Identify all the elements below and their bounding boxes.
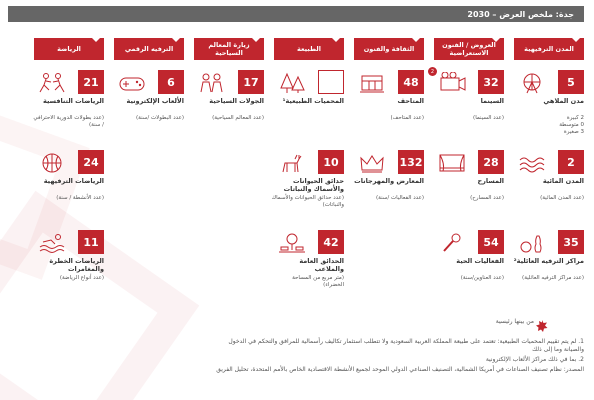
basketball-icon bbox=[37, 152, 67, 174]
item-label: مراكز الترفيه العائلية² bbox=[513, 257, 584, 265]
header-tourism bbox=[194, 38, 264, 60]
item-note: (عدد الأنشطة / سنة) bbox=[56, 195, 104, 201]
item-label: الرياضات الخطرة والمغامرات bbox=[49, 257, 104, 273]
item-note: (عدد أنواع الرياضة) bbox=[59, 275, 104, 281]
value-box: 10 bbox=[318, 150, 344, 174]
trees-icon bbox=[277, 72, 307, 94]
item-zoos-aquariums bbox=[271, 150, 344, 215]
item-label: حدائق الحيوانات والأسماك والنباتات bbox=[283, 177, 344, 193]
item-label: المسارح bbox=[477, 177, 504, 185]
item-note: (عدد مراكز الترفيه العائلية) bbox=[522, 275, 584, 281]
item-note: (عدد البطولات /سنة) bbox=[135, 115, 184, 121]
footnote: 2. بما في ذلك مراكز الألعاب الإلكترونية bbox=[485, 356, 584, 363]
item-theaters bbox=[431, 150, 504, 215]
header-culture bbox=[354, 38, 424, 60]
header-entertainment-cities bbox=[514, 38, 584, 60]
item-note: (عدد حدائق الحيوانات والأسماك والنباتات) bbox=[271, 195, 344, 208]
header-nature bbox=[274, 38, 344, 60]
athletes-icon bbox=[37, 72, 67, 94]
item-public-parks bbox=[271, 230, 344, 295]
item-nature-reserves bbox=[271, 70, 344, 135]
gamepad-icon bbox=[117, 72, 147, 94]
item-label: مدن الملاهي bbox=[543, 97, 584, 105]
item-label: المدن المائية bbox=[542, 177, 584, 185]
item-cinema bbox=[431, 70, 504, 135]
item-museums bbox=[351, 70, 424, 135]
item-label: المحميات الطبيعية¹ bbox=[282, 97, 344, 105]
item-label: المتاحف bbox=[397, 97, 424, 105]
item-label: السينما bbox=[480, 97, 504, 105]
page-title: جدة: ملخص العرض – 2030 bbox=[8, 6, 584, 22]
value-box: 6 bbox=[158, 70, 184, 94]
item-esports bbox=[111, 70, 184, 135]
crown-icon bbox=[357, 152, 387, 174]
item-note: (متر مربع من المساحة الخضراء) bbox=[292, 275, 344, 288]
value-box: 11 bbox=[78, 230, 104, 254]
item-tourist-tours bbox=[191, 70, 264, 135]
item-note: (عدد المعالم السياحية) bbox=[212, 115, 264, 121]
value-box: 132 bbox=[398, 150, 424, 174]
deer-icon bbox=[277, 152, 307, 174]
header-label: الطبيعة bbox=[297, 45, 321, 53]
item-exhibitions-festivals bbox=[351, 150, 424, 215]
value-box: 35 bbox=[558, 230, 584, 254]
header-shows bbox=[434, 38, 504, 60]
ferris-wheel-icon bbox=[517, 72, 547, 94]
item-recreational-sports bbox=[31, 150, 104, 215]
item-note: (عدد بطولات الدورية الاحترافي / سنة) bbox=[33, 115, 104, 128]
item-note: (عدد الفعاليات /سنة) bbox=[376, 195, 424, 201]
header-label: العروض / الفنون الاستعراضية bbox=[442, 41, 496, 57]
item-label: المعارض والمهرجانات bbox=[354, 177, 424, 185]
item-label: الجولات السياحية bbox=[209, 97, 264, 105]
item-note: (عدد المتاحف) bbox=[390, 115, 424, 121]
waves-icon bbox=[517, 152, 547, 174]
tourist-group-icon bbox=[197, 72, 227, 94]
header-label: الرياضة bbox=[57, 45, 81, 53]
value-box: 24 bbox=[78, 150, 104, 174]
item-note: (عدد المدن المائية) bbox=[540, 195, 584, 201]
value-box: 17 bbox=[238, 70, 264, 94]
item-competitive-sports bbox=[31, 70, 104, 135]
value-box: 5 bbox=[558, 70, 584, 94]
value-box: 54 bbox=[478, 230, 504, 254]
footnote: والصيانة وما إلى ذلك bbox=[532, 346, 584, 353]
key-item-star-icon: 2 bbox=[428, 67, 437, 76]
theater-stage-icon bbox=[437, 152, 467, 174]
museum-icon bbox=[357, 72, 387, 94]
microphone-icon bbox=[437, 232, 467, 254]
header-label: المدن الترفيهية bbox=[524, 45, 574, 53]
item-label: الرياضات الترفيهية bbox=[43, 177, 104, 185]
header-label: الترفيه الرقمي bbox=[124, 45, 174, 53]
value-box: 2 bbox=[558, 150, 584, 174]
item-note: (عدد العناوين/سنة) bbox=[460, 275, 504, 281]
header-label: زيارة المعالم السياحية bbox=[208, 41, 250, 57]
header-label: الثقافة والفنون bbox=[363, 45, 415, 53]
star-badge-icon bbox=[536, 317, 548, 329]
cinema-icon bbox=[437, 72, 467, 94]
park-icon bbox=[277, 232, 307, 254]
bowling-icon bbox=[517, 232, 547, 254]
item-water-cities bbox=[511, 150, 584, 215]
item-note: (عدد السينما) bbox=[473, 115, 504, 121]
item-extreme-sports bbox=[31, 230, 104, 295]
item-note: 2 كبيرة 0 متوسطة 3 صغيرة bbox=[559, 115, 584, 135]
item-label: الألعاب الإلكترونية bbox=[126, 97, 184, 105]
value-box: 48 bbox=[398, 70, 424, 94]
header-digital bbox=[114, 38, 184, 60]
legend-text: من بينها رئيسية bbox=[495, 318, 534, 325]
footnote: المصدر: نظام تصنيف الصناعات في أمريكا الشمالية، التصنيف الصناعي الدولي الموحد لجميع الأنشطة الاقتصادية الخاص بالأمم المتحدة، تحليل الفريق bbox=[216, 366, 584, 373]
value-box bbox=[318, 70, 344, 94]
item-label: الفعاليات الحية bbox=[456, 257, 504, 265]
value-box: 32 bbox=[478, 70, 504, 94]
footnote: 1. لم يتم تقييم المحميات الطبيعية: تعتمد على طبيعة المملكة العربية السعودية ولا تتطلب استثمار تكاليف رأسمالية للمرافق والتحكم في الدخول bbox=[228, 338, 584, 345]
item-live-events bbox=[431, 230, 504, 295]
item-label: الحدائق العامة والملاعب bbox=[299, 257, 344, 273]
item-note: (عدد المسارح) bbox=[470, 195, 504, 201]
swimmer-icon bbox=[37, 232, 67, 254]
item-label: الرياضات التنافسية bbox=[43, 97, 104, 105]
value-box: 28 bbox=[478, 150, 504, 174]
item-family-entertainment-centers bbox=[511, 230, 584, 295]
header-sports bbox=[34, 38, 104, 60]
item-amusement-parks bbox=[511, 70, 584, 135]
value-box: 42 bbox=[318, 230, 344, 254]
value-box: 21 bbox=[78, 70, 104, 94]
